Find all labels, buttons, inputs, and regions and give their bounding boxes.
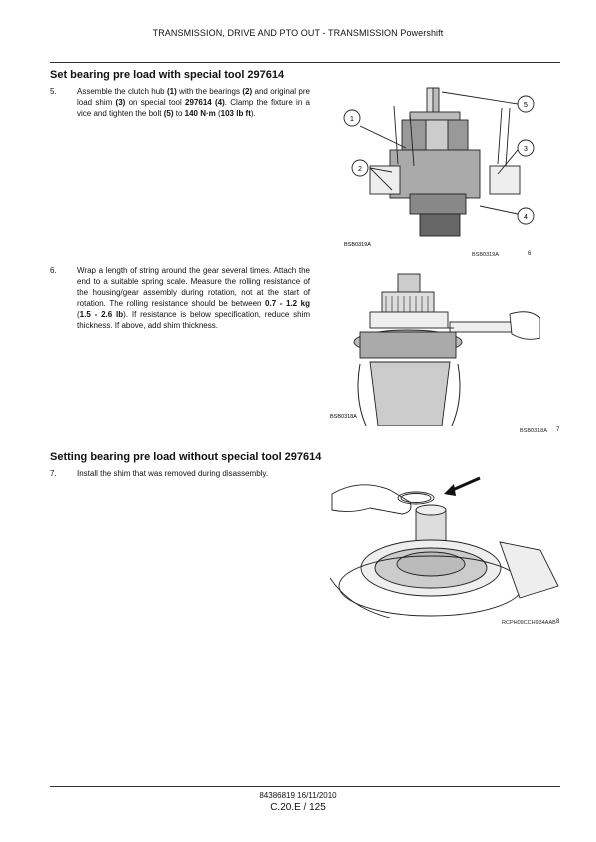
bold-value: 103 lb ft xyxy=(220,109,251,118)
figure-number: 8 xyxy=(556,619,560,625)
bold-value: 297614 (4) xyxy=(185,98,225,107)
clutch-hub-fixture-illustration xyxy=(330,86,540,252)
figure-number: 6 xyxy=(528,251,532,257)
bold-value: (5) xyxy=(163,109,174,118)
text-run: . Clamp the fixture in a vice and tighten the bolt xyxy=(77,98,310,118)
text-run: ). If resistance is below specification, reduce shim thickness. If above, add shim thickness. xyxy=(77,310,310,330)
figure-8 xyxy=(330,468,560,630)
spring-scale xyxy=(450,322,512,332)
text-run: Wrap a length of string around the gear several times. Attach the end to a suitable spring scale. Measure the rolling resistance of the housing/gear assembly during rotation, not at the start of rotation. The rolling resistance should be between xyxy=(77,266,310,308)
footer-doc-id: 84386819 16/11/2010 xyxy=(259,791,337,800)
bold-value: 0.7 - 1.2 kg xyxy=(265,299,310,308)
figure-6 xyxy=(330,86,540,264)
step-text xyxy=(77,468,310,479)
svg-text:2: 2 xyxy=(358,166,362,173)
footer-page-number: C.20.E / 125 xyxy=(270,802,326,813)
text-run: Assemble the clutch hub xyxy=(77,87,168,96)
text-run: ). xyxy=(250,109,256,118)
figure-number: 7 xyxy=(556,427,560,433)
text-run: to xyxy=(173,109,185,118)
bold-value: (3) xyxy=(115,98,126,107)
bold-value: (1) xyxy=(167,87,177,96)
text-run: Install the shim that was removed during disassembly. xyxy=(77,469,269,478)
text-run: on special tool xyxy=(125,98,186,107)
figure-inner-label: BSB0318A xyxy=(330,414,357,420)
bold-value: (2) xyxy=(242,87,253,96)
text-run: ( xyxy=(215,109,221,118)
step-text xyxy=(77,86,310,119)
spring-scale-gear-illustration xyxy=(330,268,540,426)
text-run: with the bearings xyxy=(176,87,243,96)
bold-value: 1.5 - 2.6 lb xyxy=(79,310,124,319)
step-number: 5. xyxy=(50,87,57,96)
section-heading-with-tool: Set bearing pre load with special tool 297614 xyxy=(50,69,285,81)
figure-inner-label: BSB0319A xyxy=(344,242,371,248)
figure-caption: BSB0319A xyxy=(472,252,499,258)
text-run: and original pre load shim xyxy=(77,87,310,107)
svg-text:5: 5 xyxy=(524,102,528,109)
step-6 xyxy=(50,265,310,331)
figure-caption: BSB0318A xyxy=(520,428,547,434)
svg-text:4: 4 xyxy=(524,214,528,221)
bold-value: 140 N·m xyxy=(184,109,216,118)
figure-7 xyxy=(330,268,560,440)
text-run: ( xyxy=(77,310,80,319)
shim-install-illustration xyxy=(330,468,560,618)
step-number: 7. xyxy=(50,469,57,478)
step-5 xyxy=(50,86,310,119)
step-text xyxy=(77,265,310,331)
section-heading-without-tool: Setting bearing pre load without special tool 297614 xyxy=(50,451,322,463)
footer-rule xyxy=(50,786,560,787)
step-7 xyxy=(50,468,310,479)
header-rule xyxy=(50,62,560,63)
figure-caption: RCPH09CCH934AAB xyxy=(502,620,556,626)
svg-text:3: 3 xyxy=(524,146,528,153)
svg-text:1: 1 xyxy=(350,116,354,123)
page-header: TRANSMISSION, DRIVE AND PTO OUT - TRANSMISSION Powershift xyxy=(152,28,444,38)
step-number: 6. xyxy=(50,266,57,275)
